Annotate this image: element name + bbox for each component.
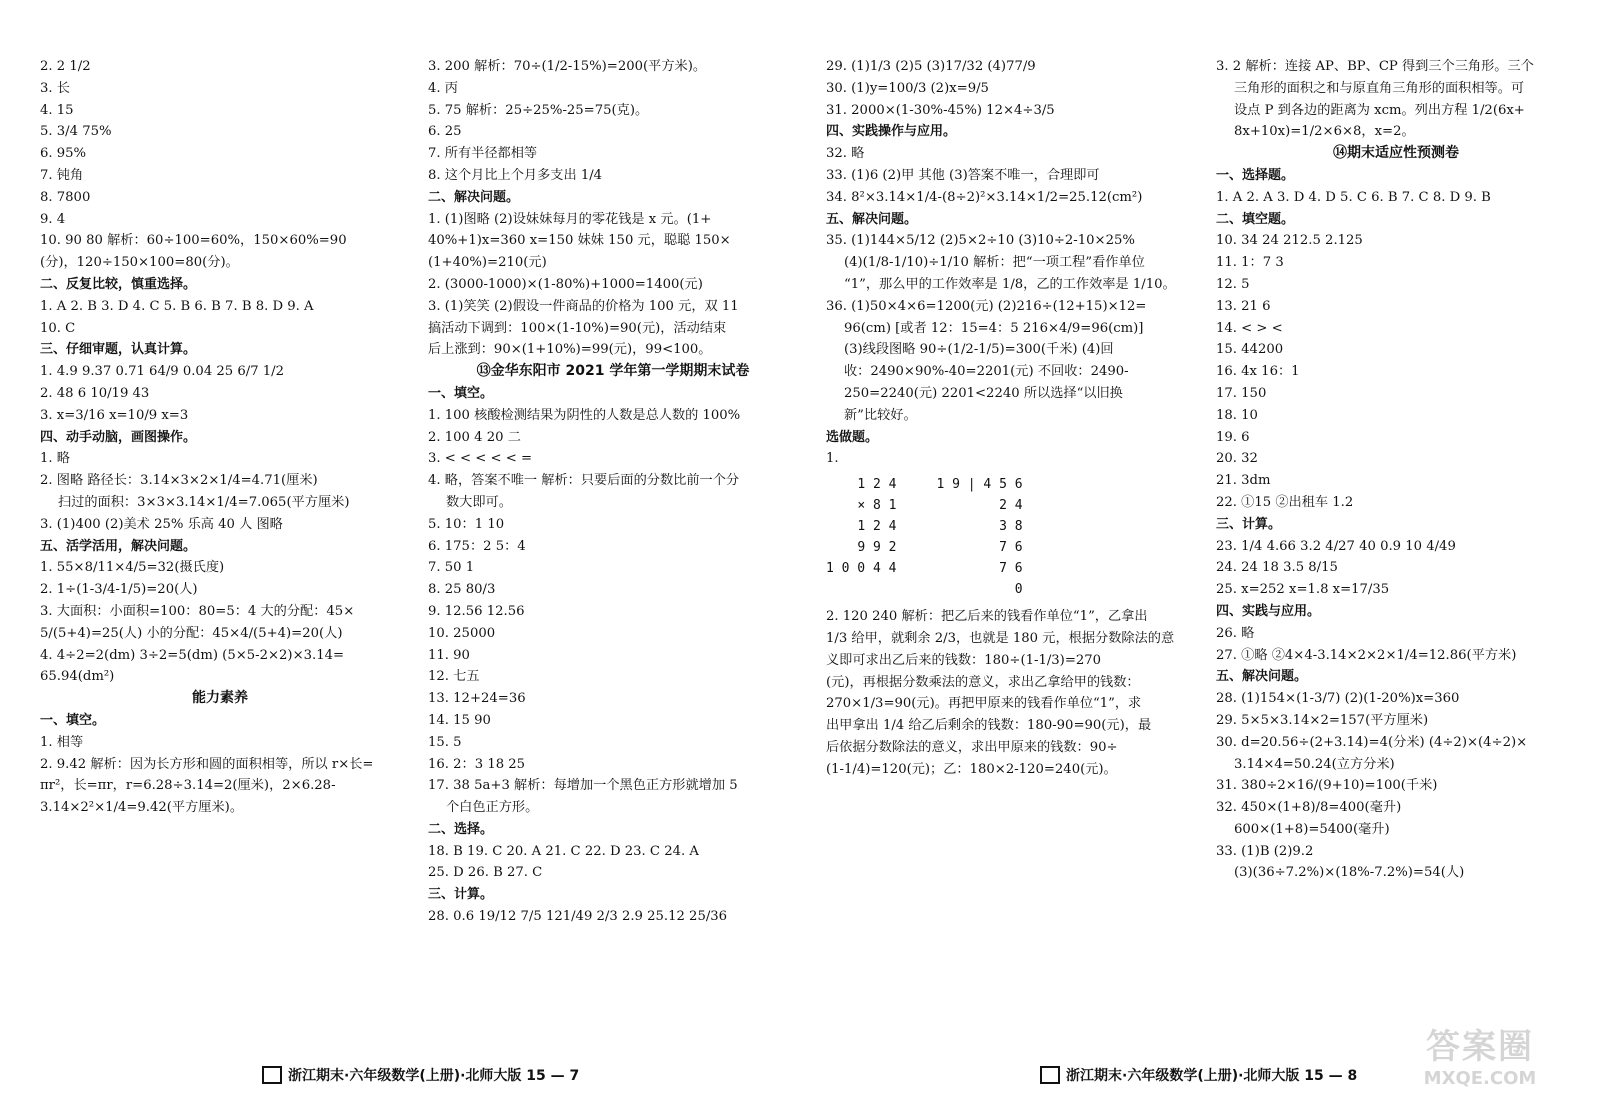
section-heading: 选做题。 [826, 429, 879, 445]
answer-line: 1/3 给甲，就剩余 2/3，也就是 180 元，根据分数除法的意 [826, 630, 1175, 646]
answer-line: 3. < < < < < = [428, 451, 533, 467]
paper-title: ⑬金华东阳市 2021 学年第一学期期末试卷 [476, 363, 750, 380]
puzzle-row: 3 8 [999, 519, 1023, 535]
answer-line: 18. B 19. C 20. A 21. C 22. D 23. C 24. A [428, 843, 699, 859]
section-heading: 三、仔细审题，认真计算。 [40, 342, 197, 358]
section-heading: 一、填空。 [40, 712, 106, 728]
division-puzzle [936, 474, 1022, 600]
answer-line: 20. 32 [1216, 451, 1258, 467]
answer-line: 11. 1：7 3 [1216, 255, 1284, 271]
answer-line: 1. 55×8/11×4/5=32(摄氏度) [40, 560, 225, 576]
answer-line: 30. (1)y=100/3 (2)x=9/5 [826, 80, 989, 96]
paper-title: ⑭期末适应性预测卷 [1333, 145, 1459, 162]
answer-line: 1. 4.9 9.37 0.71 64/9 0.04 25 6/7 1/2 [40, 364, 285, 380]
answer-line: 5. 75 解析：25÷25%-25=75(克)。 [428, 102, 649, 118]
answer-line: 13. 12+24=36 [428, 691, 526, 707]
answer-line: 13. 21 6 [1216, 298, 1271, 314]
answer-line: 5. 3/4 75% [40, 124, 112, 140]
section-heading: 三、计算。 [1216, 516, 1282, 532]
answer-line: “1”，那么甲的工作效率是 1/8，乙的工作效率是 1/10。 [844, 276, 1176, 292]
answer-line: 2. 1÷(1-3/4-1/5)=20(人) [40, 582, 198, 598]
watermark-url: MXQE.COM [1423, 1068, 1537, 1089]
answer-line: 36. (1)50×4×6=1200(元) (2)216÷(12+15)×12= [826, 298, 1147, 314]
puzzle-row: 2 4 [999, 498, 1023, 514]
answer-line: 65.94(dm²) [40, 669, 115, 685]
answer-line: 3. 大面积：小面积=100：80=5：4 大的分配：45× [40, 603, 355, 619]
answer-line: 1. A 2. B 3. D 4. C 5. B 6. B 7. B 8. D 9. A [40, 298, 314, 314]
section-heading: 五、解决问题。 [1216, 669, 1308, 685]
puzzle-row: 1 0 0 4 4 [826, 561, 897, 577]
answer-line: 2. 100 4 20 二 [428, 429, 521, 445]
answer-line: 个白色正方形。 [446, 800, 539, 816]
answer-line: 8. 25 80/3 [428, 582, 496, 598]
answer-line: (4)(1/8-1/10)÷1/10 解析：把“一项工程”看作单位 [844, 255, 1145, 271]
answer-line: 出甲拿出 1/4 给乙后剩余的钱数：180-90=90(元)，最 [826, 718, 1152, 734]
answer-line: 1. 相等 [40, 734, 84, 750]
answer-line: 3. x=3/16 x=10/9 x=3 [40, 407, 189, 423]
watermark [1380, 1019, 1580, 1089]
answer-line: 32. 略 [826, 146, 865, 162]
answer-line: 25. D 26. B 27. C [428, 865, 543, 881]
answer-line: 1. [826, 451, 839, 467]
answer-line: 17. 38 5a+3 解析：每增加一个黑色正方形就增加 5 [428, 778, 738, 794]
answer-line: 14. 15 90 [428, 712, 491, 728]
answer-line: 34. 8²×3.14×1/4-(8÷2)²×3.14×1/2=25.12(cm²) [826, 189, 1143, 205]
answer-line: 2. 9.42 解析：因为长方形和圆的面积相等，所以 r×长= [40, 756, 374, 772]
answer-line: 后上涨到：90×(1+10%)=99(元)，99<100。 [428, 342, 712, 358]
answer-line: 7. 所有半径都相等 [428, 146, 538, 162]
section-heading: 四、动手动脑，画图操作。 [40, 429, 197, 445]
answer-line: 1. A 2. A 3. D 4. D 5. C 6. B 7. C 8. D 9. B [1216, 189, 1491, 205]
answer-line: 3. 长 [40, 80, 70, 96]
puzzle-row: 1 2 4 [857, 477, 897, 493]
answer-line: 96(cm) [或者 12：15=4：5 216×4/9=96(cm)] [844, 320, 1144, 336]
column-2 [428, 56, 798, 928]
answer-line: 6. 95% [40, 146, 87, 162]
section-heading: 三、计算。 [428, 887, 494, 903]
answer-line: (1+40%)=210(元) [428, 255, 547, 271]
answer-line: (1-1/4)=120(元)；乙：180×2-120=240(元)。 [826, 761, 1117, 777]
answer-line: 8. 这个月比上个月多支出 1/4 [428, 167, 603, 183]
answer-line: 15. 44200 [1216, 342, 1284, 358]
answer-line: 17. 150 [1216, 385, 1267, 401]
answer-line: 2. 图略 路径长：3.14×3×2×1/4=4.71(厘米) [40, 473, 318, 489]
section-heading: 二、反复比较，慎重选择。 [40, 276, 197, 292]
answer-line: 14. < > < [1216, 320, 1283, 336]
answer-line: 15. 5 [428, 734, 462, 750]
answer-line: 三角形的面积之和与原直角三角形的面积相等。可 [1234, 80, 1525, 96]
answer-line: 9. 12.56 12.56 [428, 603, 525, 619]
answer-line: 扫过的面积：3×3×3.14×1/4=7.065(平方厘米) [58, 494, 350, 510]
answer-line: 29. 5×5×3.14×2=157(平方厘米) [1216, 712, 1429, 728]
answer-line: 33. (1)B (2)9.2 [1216, 843, 1314, 859]
answer-line: 25. x=252 x=1.8 x=17/35 [1216, 582, 1390, 598]
answer-line: 收：2490×90%-40=2201(元) 不回收：2490- [844, 364, 1129, 380]
answer-line: 270×1/3=90(元)。再把甲原来的钱看作单位“1”，求 [826, 696, 1142, 712]
answer-line: 12. 5 [1216, 276, 1250, 292]
answer-line: 3. (1)笑笑 (2)假设一件商品的价格为 100 元，双 11 [428, 298, 739, 314]
section-heading: 四、实践操作与应用。 [826, 124, 957, 140]
puzzle-row: 1 9 | 4 5 6 [936, 477, 1023, 493]
answer-line: 4. 4÷2=2(dm) 3÷2=5(dm) (5×5-2×2)×3.14= [40, 647, 345, 663]
answer-line: 26. 略 [1216, 625, 1255, 641]
answer-line: 31. 380÷2×16/(9+10)=100(千米) [1216, 778, 1438, 794]
answer-line: 28. (1)154×(1-3/7) (2)(1-20%)x=360 [1216, 691, 1460, 707]
answer-line: 22. ①15 ②出租车 1.2 [1216, 494, 1354, 510]
answer-line: 600×(1+8)=5400(毫升) [1234, 821, 1390, 837]
answer-line: 后依据分数除法的意义，求出甲原来的钱数：90÷ [826, 739, 1118, 755]
answer-line: 2. (3000-1000)×(1-80%)+1000=1400(元) [428, 276, 703, 292]
footer-left-text: 浙江期末·六年级数学(上册)·北师大版 15 — 7 [288, 1068, 580, 1084]
answer-line: πr²，长=πr，r=6.28÷3.14=2(厘米)，2×6.28- [40, 778, 336, 794]
watermark-title: 答案圈 [1426, 1027, 1534, 1067]
puzzle-row: 7 6 [999, 540, 1023, 556]
answer-line: 16. 4x 16：1 [1216, 364, 1300, 380]
answer-line: 11. 90 [428, 647, 470, 663]
section-heading: 二、选择。 [428, 821, 494, 837]
column-4 [1216, 56, 1576, 884]
answer-line: 3. (1)400 (2)美术 25% 乐高 40 人 图略 [40, 516, 283, 532]
answer-line: 3.14×2²×1/4=9.42(平方厘米)。 [40, 800, 244, 816]
answer-line: 28. 0.6 19/12 7/5 121/49 2/3 2.9 25.12 25/36 [428, 909, 728, 925]
answer-line: 8x+10x)=1/2×6×8，x=2。 [1234, 124, 1415, 140]
answer-line: 1. (1)图略 (2)设妹妹每月的零花钱是 x 元。(1+ [428, 211, 712, 227]
book-icon [1040, 1066, 1060, 1084]
answer-line: (3)(36÷7.2%)×(18%-7.2%)=54(人) [1234, 865, 1465, 881]
answer-line: 7. 50 1 [428, 560, 475, 576]
answer-line: 30. d=20.56÷(2+3.14)=4(分米) (4÷2)×(4÷2)× [1216, 734, 1528, 750]
answer-line: 29. (1)1/3 (2)5 (3)17/32 (4)77/9 [826, 59, 1036, 74]
answer-line: 2. 2 1/2 [40, 59, 91, 74]
section-heading: 四、实践与应用。 [1216, 603, 1321, 619]
answer-line: (分)，120÷150×100=80(分)。 [40, 255, 239, 271]
answer-line: 10. 34 24 212.5 2.125 [1216, 233, 1363, 249]
answer-line: 10. C [40, 320, 76, 336]
book-icon [262, 1066, 282, 1084]
answer-line: 24. 24 18 3.5 8/15 [1216, 560, 1338, 576]
section-heading: 一、选择题。 [1216, 167, 1295, 183]
answer-line: 数大即可。 [446, 494, 512, 510]
answer-line: 5/(5+4)=25(人) 小的分配：45×4/(5+4)=20(人) [40, 625, 343, 641]
puzzle-row: 1 2 4 [857, 519, 897, 535]
answer-line: 4. 15 [40, 102, 74, 118]
puzzle-row: 9 9 2 [857, 540, 897, 556]
answer-line: (3)线段图略 90÷(1/2-1/5)=300(千米) (4)回 [844, 342, 1114, 358]
answer-line: 8. 7800 [40, 189, 91, 205]
section-heading: 二、解决问题。 [428, 189, 520, 205]
answer-line: 新”比较好。 [844, 407, 917, 423]
answer-line: 5. 10：1 10 [428, 516, 505, 532]
answer-line: 23. 1/4 4.66 3.2 4/27 40 0.9 10 4/49 [1216, 538, 1456, 554]
section-heading: 二、填空题。 [1216, 211, 1295, 227]
section-heading: 一、填空。 [428, 385, 494, 401]
answer-line: 9. 4 [40, 211, 66, 227]
answer-line: 3. 200 解析：70÷(1/2-15%)=200(平方米)。 [428, 59, 707, 74]
footer-right-text: 浙江期末·六年级数学(上册)·北师大版 15 — 8 [1066, 1068, 1358, 1084]
footer-right [1040, 1065, 1357, 1085]
answer-line: 31. 2000×(1-30%-45%) 12×4÷3/5 [826, 102, 1055, 118]
answer-line: 32. 450×(1+8)/8=400(毫升) [1216, 800, 1402, 816]
answer-line: 16. 2：3 18 25 [428, 756, 526, 772]
answer-line: 27. ①略 ②4×4-3.14×2×2×1/4=12.86(平方米) [1216, 647, 1517, 663]
paper-title: 能力素养 [192, 690, 248, 707]
answer-line: 10. 90 80 解析：60÷100=60%，150×60%=90 [40, 233, 347, 249]
answer-line: 6. 175：2 5：4 [428, 538, 526, 554]
answer-line: 7. 钝角 [40, 167, 84, 183]
answer-line: 搞活动下调到：100×(1-10%)=90(元)，活动结束 [428, 320, 727, 336]
answer-line: 21. 3dm [1216, 473, 1271, 489]
answer-line: 19. 6 [1216, 429, 1250, 445]
answer-line: 12. 七五 [428, 669, 480, 685]
answer-line: 3.14×4=50.24(立方分米) [1234, 756, 1395, 772]
answer-line: 6. 25 [428, 124, 462, 140]
answer-line: 40%+1)x=360 x=150 妹妹 150 元，聪聪 150× [428, 233, 731, 249]
answer-line: 4. 略，答案不唯一 解析：只要后面的分数比前一个分 [428, 473, 740, 489]
answer-line: 1. 100 核酸检测结果为阴性的人数是总人数的 100% [428, 407, 741, 423]
column-1 [40, 56, 400, 819]
answer-line: 义即可求出乙后来的钱数：180÷(1-1/3)=270 [826, 652, 1102, 668]
section-heading: 五、解决问题。 [826, 211, 918, 227]
answer-line: 4. 丙 [428, 80, 458, 96]
answer-line: 250=2240(元) 2201<2240 所以选择“以旧换 [844, 385, 1123, 401]
answer-line: 18. 10 [1216, 407, 1258, 423]
answer-line: 3. 2 解析：连接 AP、BP、CP 得到三个三角形。三个 [1216, 59, 1534, 74]
answer-line: 35. (1)144×5/12 (2)5×2÷10 (3)10÷2-10×25% [826, 233, 1135, 249]
digit-puzzle [826, 474, 1186, 600]
puzzle-row: × 8 1 [857, 498, 897, 514]
answer-line: 10. 25000 [428, 625, 496, 641]
answer-line: 1. 略 [40, 451, 70, 467]
footer-left [262, 1065, 579, 1085]
column-3 [826, 56, 1186, 781]
answer-line: 2. 120 240 解析：把乙后来的钱看作单位“1”，乙拿出 [826, 609, 1148, 625]
puzzle-row: 7 6 [999, 561, 1023, 577]
multiplication-puzzle [826, 474, 896, 600]
answer-line: 设点 P 到各边的距离为 xcm。列出方程 1/2(6x+ [1234, 102, 1525, 118]
answer-line: (元)，再根据分数乘法的意义，求出乙拿给甲的钱数： [826, 674, 1140, 690]
answer-line: 2. 48 6 10/19 43 [40, 385, 150, 401]
section-heading: 五、活学活用，解决问题。 [40, 538, 197, 554]
puzzle-row: 0 [1014, 582, 1023, 598]
answer-line: 33. (1)6 (2)甲 其他 (3)答案不唯一，合理即可 [826, 167, 1100, 183]
